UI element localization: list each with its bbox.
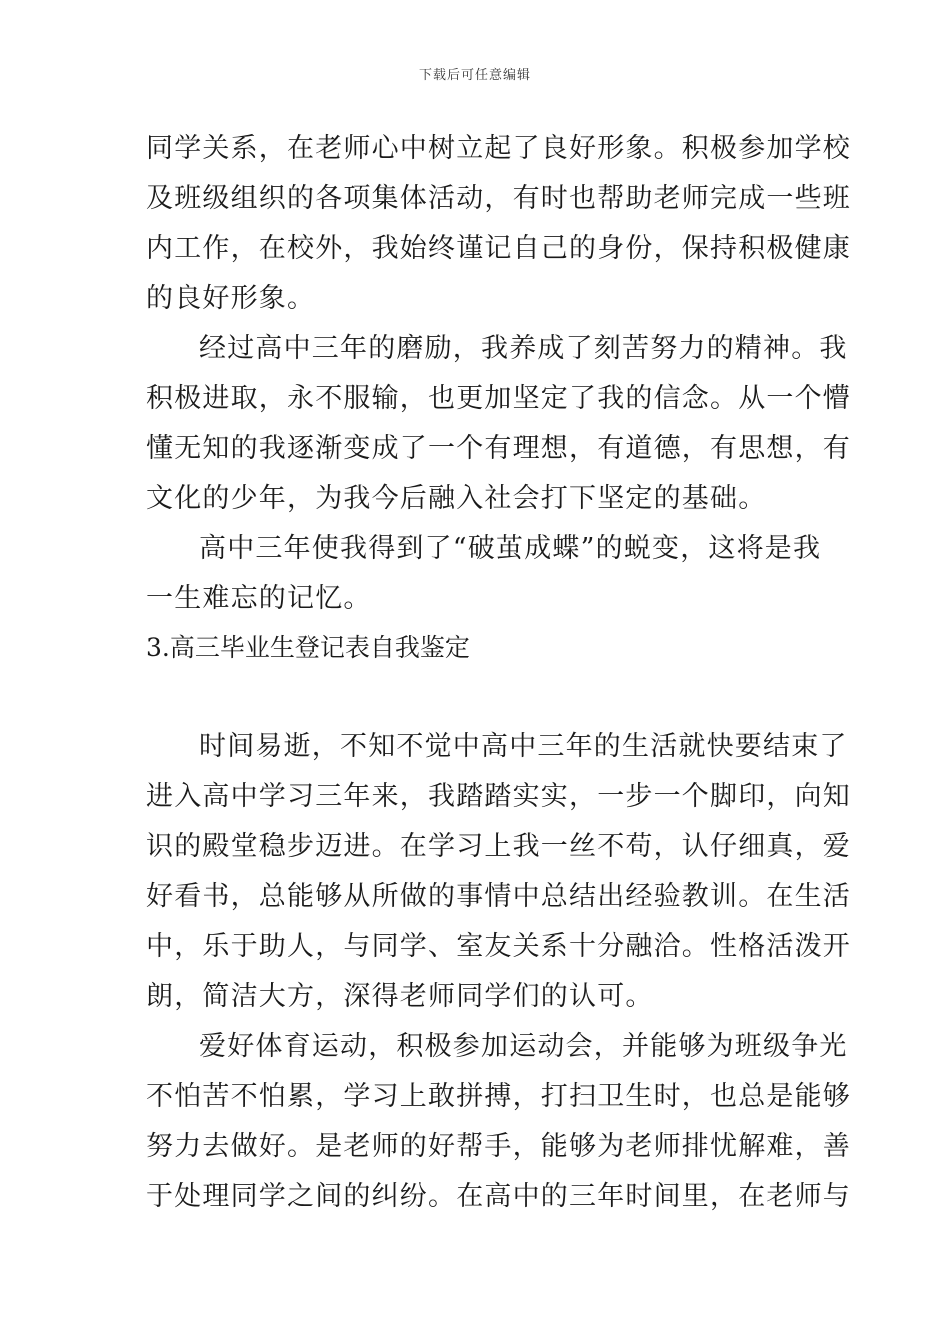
- text-line: 同学关系，在老师心中树立起了良好形象。积极参加学校: [146, 133, 851, 164]
- text-line: 高中三年使我得到了“破茧成蝶”的蜕变，这将是我: [199, 533, 822, 564]
- text-line: 文化的少年，为我今后融入社会打下坚定的基础。: [146, 483, 767, 514]
- text-line: 的良好形象。: [146, 283, 316, 314]
- text-line: 不怕苦不怕累，学习上敢拼搏，打扫卫生时，也总是能够: [146, 1081, 851, 1112]
- text-line: 朗，简洁大方，深得老师同学们的认可。: [146, 981, 654, 1012]
- text-line: 及班级组织的各项集体活动，有时也帮助老师完成一些班: [146, 183, 851, 214]
- text-line: 积极进取，永不服输，也更加坚定了我的信念。从一个懵: [146, 383, 851, 414]
- text-line: 识的殿堂稳步迈进。在学习上我一丝不苟，认仔细真，爱: [146, 831, 851, 862]
- text-line: 努力去做好。是老师的好帮手，能够为老师排忧解难，善: [146, 1131, 851, 1162]
- header-note: 下载后可任意编辑: [418, 68, 531, 83]
- text-line: 中，乐于助人，与同学、室友关系十分融洽。性格活泼开: [146, 931, 851, 962]
- text-line: 进入高中学习三年来，我踏踏实实，一步一个脚印，向知: [146, 781, 851, 812]
- text-line: 于处理同学之间的纠纷。在高中的三年时间里，在老师与: [146, 1181, 851, 1212]
- text-line: 时间易逝，不知不觉中高中三年的生活就快要结束了: [199, 731, 848, 762]
- text-line: 懂无知的我逐渐变成了一个有理想，有道德，有思想，有: [146, 433, 851, 464]
- text-line: 一生难忘的记忆。: [146, 583, 372, 614]
- text-line: 内工作，在校外，我始终谨记自己的身份，保持积极健康: [146, 233, 851, 264]
- text-line: 爱好体育运动，积极参加运动会，并能够为班级争光: [199, 1031, 848, 1062]
- text-line: 经过高中三年的磨励，我养成了刻苦努力的精神。我: [199, 333, 848, 364]
- section-heading: 3.高三毕业生登记表自我鉴定: [146, 633, 470, 662]
- text-line: 好看书，总能够从所做的事情中总结出经验教训。在生活: [146, 881, 851, 912]
